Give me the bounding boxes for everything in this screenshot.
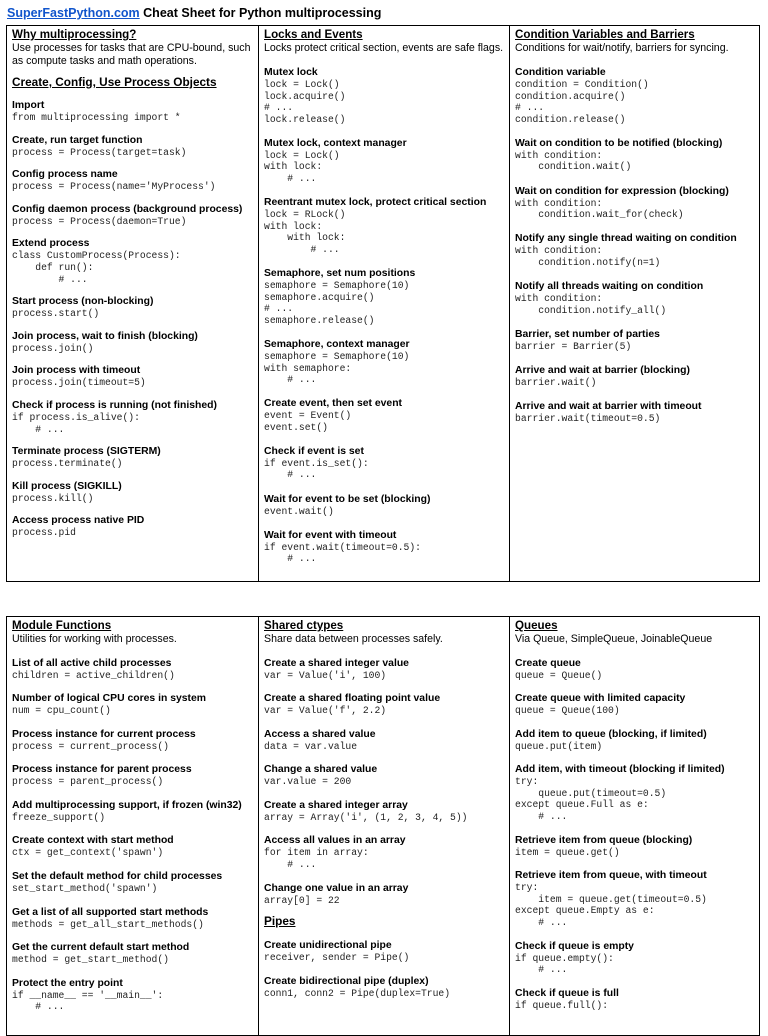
- entry-label: Access all values in an array: [264, 835, 406, 847]
- cheat-entry: [264, 693, 504, 717]
- cheat-entry: [12, 942, 253, 966]
- entry-label: Wait for event with timeout: [264, 529, 397, 541]
- cheat-entry: [515, 658, 755, 682]
- code-snippet: from multiprocessing import *: [12, 112, 181, 123]
- cheat-entry: [12, 169, 253, 193]
- code-snippet: class CustomProcess(Process): def run(): # ...: [12, 250, 181, 285]
- section-title: Condition Variables and Barriers: [515, 28, 695, 41]
- code-snippet: process = Process(target=task): [12, 146, 187, 158]
- cheat-entry: [515, 365, 755, 389]
- entry-label: Add item, with timeout (blocking if limited): [515, 764, 725, 776]
- code-snippet: if queue.empty(): # ...: [515, 952, 614, 976]
- page-title: Cheat Sheet for Python multiprocessing: [143, 6, 382, 20]
- cheat-entry: [264, 976, 504, 1000]
- section-subtitle: Use processes for tasks that are CPU-bound, such as compute tasks and math operations.: [12, 42, 251, 67]
- cheat-entry: [264, 494, 504, 518]
- entry-label: Process instance for current process: [12, 728, 196, 740]
- entry-label: Create bidirectional pipe (duplex): [264, 975, 429, 987]
- cheat-entry: [12, 729, 253, 753]
- entry-label: Reentrant mutex lock, protect critical section: [264, 197, 487, 209]
- cheat-entry: [12, 515, 253, 539]
- entry-label: Condition variable: [515, 67, 606, 78]
- code-snippet: process.terminate(): [12, 458, 123, 470]
- page-header: [7, 6, 381, 20]
- entry-label: Semaphore, context manager: [264, 338, 410, 350]
- entry-list: [515, 658, 755, 1012]
- entry-label: Set the default method for child processes: [12, 871, 223, 883]
- cheat-entry: [515, 186, 755, 221]
- entry-label: Retrieve item from queue (blocking): [515, 834, 693, 846]
- code-snippet: freeze_support(): [12, 811, 106, 823]
- cheat-entry: [264, 658, 504, 682]
- entry-label: Config process name: [12, 169, 118, 181]
- code-snippet: ctx = get_context('spawn'): [12, 847, 164, 859]
- code-snippet: receiver, sender = Pipe(): [264, 952, 410, 964]
- code-snippet: var = Value('i', 100): [264, 669, 387, 681]
- code-snippet: var = Value('f', 2.2): [264, 705, 387, 717]
- code-snippet: process.join(timeout=5): [12, 377, 146, 389]
- column-shared-ctypes: [258, 617, 509, 1035]
- entry-label: Start process (non-blocking): [12, 296, 154, 308]
- entry-label: Mutex lock: [264, 67, 318, 78]
- cheat-entry: [264, 197, 504, 255]
- column-queues: [509, 617, 760, 1035]
- cheat-entry: [264, 940, 504, 964]
- entry-label: Number of logical CPU cores in system: [12, 693, 207, 705]
- entry-label: Check if queue is full: [515, 987, 619, 999]
- cheat-entry: [12, 400, 253, 435]
- cheat-entry: [264, 835, 504, 870]
- entry-label: Process instance for parent process: [12, 764, 192, 776]
- entry-label: Config daemon process (background process): [12, 203, 243, 215]
- cheat-entry: [12, 658, 253, 682]
- code-snippet: queue = Queue(): [515, 669, 603, 681]
- cheat-entry: [515, 281, 755, 316]
- code-snippet: queue.put(item): [515, 740, 603, 752]
- cheat-entry: [264, 67, 504, 125]
- column-locks-events: [258, 26, 509, 581]
- column-conditions-barriers: [509, 26, 760, 581]
- code-snippet: var.value = 200: [264, 776, 352, 788]
- entry-label: Create queue: [515, 657, 581, 669]
- cheat-entry: [515, 729, 755, 753]
- cheat-entry: [12, 871, 253, 895]
- cheat-entry: [12, 331, 253, 355]
- entry-label: Change one value in an array: [264, 882, 409, 894]
- cheat-entry: [264, 446, 504, 481]
- section-title: Shared ctypes: [264, 619, 344, 632]
- section-subtitle: Share data between processes safely.: [264, 633, 443, 645]
- cheat-entry: [264, 339, 504, 386]
- entry-label: Create unidirectional pipe: [264, 940, 392, 952]
- code-snippet: num = cpu_count(): [12, 705, 111, 717]
- code-snippet: set_start_method('spawn'): [12, 883, 158, 895]
- cheat-entry: [515, 67, 755, 125]
- cheat-entry: [515, 329, 755, 353]
- entry-list: [264, 67, 504, 565]
- code-snippet: if process.is_alive(): # ...: [12, 411, 140, 435]
- entry-label: Create queue with limited capacity: [515, 693, 686, 705]
- cheat-entry: [12, 446, 253, 470]
- cheat-entry: [12, 835, 253, 859]
- code-snippet: for item in array: # ...: [264, 847, 369, 871]
- code-snippet: array[0] = 22: [264, 894, 340, 906]
- section-title: Pipes: [264, 914, 296, 929]
- code-snippet: barrier = Barrier(5): [515, 340, 632, 352]
- entry-label: Join process with timeout: [12, 365, 141, 377]
- code-snippet: lock = RLock() with lock: with lock: # ...: [264, 209, 346, 255]
- entry-list: [12, 100, 253, 539]
- cheat-entry: [515, 870, 755, 928]
- code-snippet: process.start(): [12, 308, 100, 320]
- entry-label: Check if queue is empty: [515, 940, 634, 952]
- code-snippet: event.wait(): [264, 505, 334, 517]
- entry-label: Change a shared value: [264, 764, 378, 776]
- cheat-entry: [264, 764, 504, 788]
- code-snippet: semaphore = Semaphore(10) semaphore.acquire() # ... semaphore.release(): [264, 280, 410, 326]
- code-snippet: try: item = queue.get(timeout=0.5) except queue.Empty as e: # ...: [515, 882, 707, 929]
- section-subtitle: Locks protect critical section, events are safe flags.: [264, 42, 504, 54]
- entry-label: Check if process is running (not finished): [12, 399, 217, 411]
- entry-label: Get a list of all supported start methods: [12, 906, 209, 918]
- code-snippet: semaphore = Semaphore(10) with semaphore: # ...: [264, 350, 410, 386]
- entry-label: Protect the entry point: [12, 977, 123, 989]
- cheat-entry: [12, 365, 253, 389]
- code-snippet: process = Process(daemon=True): [12, 215, 187, 227]
- cheat-entry: [12, 978, 253, 1013]
- bottom-table: [6, 616, 760, 1036]
- cheat-entry: [515, 988, 755, 1012]
- entry-label: Kill process (SIGKILL): [12, 480, 122, 492]
- code-snippet: lock = Lock() with lock: # ...: [264, 149, 340, 185]
- cheat-entry: [515, 138, 755, 173]
- entry-label: Join process, wait to finish (blocking): [12, 330, 198, 342]
- section-title: Create, Config, Use Process Objects: [12, 75, 217, 89]
- cheat-entry: [12, 693, 253, 717]
- code-snippet: if __name__ == '__main__': # ...: [12, 989, 164, 1013]
- cheat-entry: [515, 401, 755, 425]
- cheat-entry: [12, 907, 253, 931]
- entry-label: Extend process: [12, 238, 90, 250]
- code-snippet: barrier.wait(): [515, 376, 597, 388]
- entry-label: Create a shared integer value: [264, 657, 409, 669]
- entry-label: Add multiprocessing support, if frozen (win32): [12, 799, 242, 811]
- code-snippet: process = parent_process(): [12, 776, 164, 788]
- code-snippet: process.kill(): [12, 492, 94, 504]
- code-snippet: process.pid: [12, 527, 76, 539]
- entry-label: Barrier, set number of parties: [515, 328, 660, 340]
- cheat-entry: [12, 135, 253, 159]
- section-subtitle: Utilities for working with processes.: [12, 633, 177, 645]
- section-subtitle: Conditions for wait/notify, barriers for syncing.: [515, 42, 729, 54]
- entry-list: [264, 940, 504, 999]
- code-snippet: methods = get_all_start_methods(): [12, 918, 204, 930]
- code-snippet: with condition: condition.wait(): [515, 149, 632, 173]
- code-snippet: barrier.wait(timeout=0.5): [515, 412, 661, 424]
- entry-label: Wait on condition to be notified (blocking): [515, 137, 723, 149]
- entry-label: Arrive and wait at barrier with timeout: [515, 400, 702, 412]
- cheat-entry: [12, 296, 253, 320]
- cheat-entry: [264, 398, 504, 433]
- column-processes: [7, 26, 258, 581]
- cheat-entry: [515, 693, 755, 717]
- code-snippet: process = current_process(): [12, 740, 169, 752]
- cheat-entry: [12, 100, 253, 124]
- cheat-entry: [12, 238, 253, 285]
- code-snippet: if event.wait(timeout=0.5): # ...: [264, 541, 421, 565]
- entry-label: Create a shared floating point value: [264, 693, 441, 705]
- entry-label: Retrieve item from queue, with timeout: [515, 870, 707, 882]
- entry-label: List of all active child processes: [12, 657, 172, 669]
- section-subtitle: Via Queue, SimpleQueue, JoinableQueue: [515, 633, 713, 645]
- entry-label: Create event, then set event: [264, 398, 403, 410]
- column-module-functions: [7, 617, 258, 1035]
- section-title: Queues: [515, 619, 558, 632]
- entry-label: Arrive and wait at barrier (blocking): [515, 364, 690, 376]
- section-title: Locks and Events: [264, 28, 363, 41]
- entry-label: Mutex lock, context manager: [264, 137, 407, 149]
- code-snippet: process.join(): [12, 342, 94, 354]
- code-snippet: event = Event() event.set(): [264, 410, 352, 433]
- code-snippet: if queue.full():: [515, 999, 609, 1011]
- entry-label: Wait for event to be set (blocking): [264, 493, 431, 505]
- code-snippet: if event.is_set(): # ...: [264, 457, 369, 481]
- entry-label: Create, run target function: [12, 134, 143, 146]
- code-snippet: with condition: condition.wait_for(check): [515, 197, 684, 221]
- cheat-entry: [515, 835, 755, 859]
- code-snippet: conn1, conn2 = Pipe(duplex=True): [264, 987, 451, 999]
- entry-label: Import: [12, 100, 45, 111]
- entry-label: Notify any single thread waiting on condition: [515, 233, 737, 245]
- entry-label: Notify all threads waiting on condition: [515, 280, 704, 292]
- cheat-entry: [515, 941, 755, 976]
- cheat-entry: [12, 481, 253, 505]
- site-link[interactable]: SuperFastPython.com: [7, 6, 140, 20]
- code-snippet: lock = Lock() lock.acquire() # ... lock.release(): [264, 79, 346, 125]
- code-snippet: data = var.value: [264, 740, 358, 752]
- entry-label: Access process native PID: [12, 515, 145, 527]
- code-snippet: queue = Queue(100): [515, 705, 620, 717]
- top-table: [6, 25, 760, 582]
- cheat-entry: [12, 800, 253, 824]
- cheat-entry: [12, 764, 253, 788]
- code-snippet: process = Process(name='MyProcess'): [12, 181, 216, 193]
- entry-list: [264, 658, 504, 907]
- code-snippet: array = Array('i', (1, 2, 3, 4, 5)): [264, 811, 468, 823]
- cheat-entry: [264, 883, 504, 907]
- cheat-entry: [12, 204, 253, 228]
- entry-label: Wait on condition for expression (blocking): [515, 185, 729, 197]
- entry-list: [515, 67, 755, 424]
- cheat-entry: [264, 268, 504, 326]
- code-snippet: method = get_start_method(): [12, 954, 169, 966]
- section-title: Module Functions: [12, 619, 112, 632]
- entry-label: Check if event is set: [264, 445, 364, 457]
- section-title: Why multiprocessing?: [12, 28, 137, 41]
- entry-label: Create a shared integer array: [264, 799, 408, 811]
- cheat-entry: [264, 530, 504, 565]
- code-snippet: with condition: condition.notify_all(): [515, 292, 667, 316]
- cheat-entry: [264, 800, 504, 824]
- entry-label: Get the current default start method: [12, 942, 190, 954]
- entry-label: Create context with start method: [12, 835, 174, 847]
- code-snippet: with condition: condition.notify(n=1): [515, 245, 661, 268]
- code-snippet: item = queue.get(): [515, 846, 620, 858]
- entry-label: Access a shared value: [264, 728, 376, 740]
- cheat-entry: [264, 138, 504, 185]
- cheat-entry: [515, 764, 755, 822]
- code-snippet: condition = Condition() condition.acquire() # ... condition.release(): [515, 79, 649, 125]
- entry-label: Semaphore, set num positions: [264, 268, 416, 280]
- cheat-entry: [515, 233, 755, 268]
- entry-label: Add item to queue (blocking, if limited): [515, 728, 707, 740]
- code-snippet: children = active_children(): [12, 669, 175, 681]
- entry-list: [12, 658, 253, 1014]
- entry-label: Terminate process (SIGTERM): [12, 446, 161, 458]
- code-snippet: try: queue.put(timeout=0.5) except queue.Full as e: # ...: [515, 776, 667, 823]
- cheat-entry: [264, 729, 504, 753]
